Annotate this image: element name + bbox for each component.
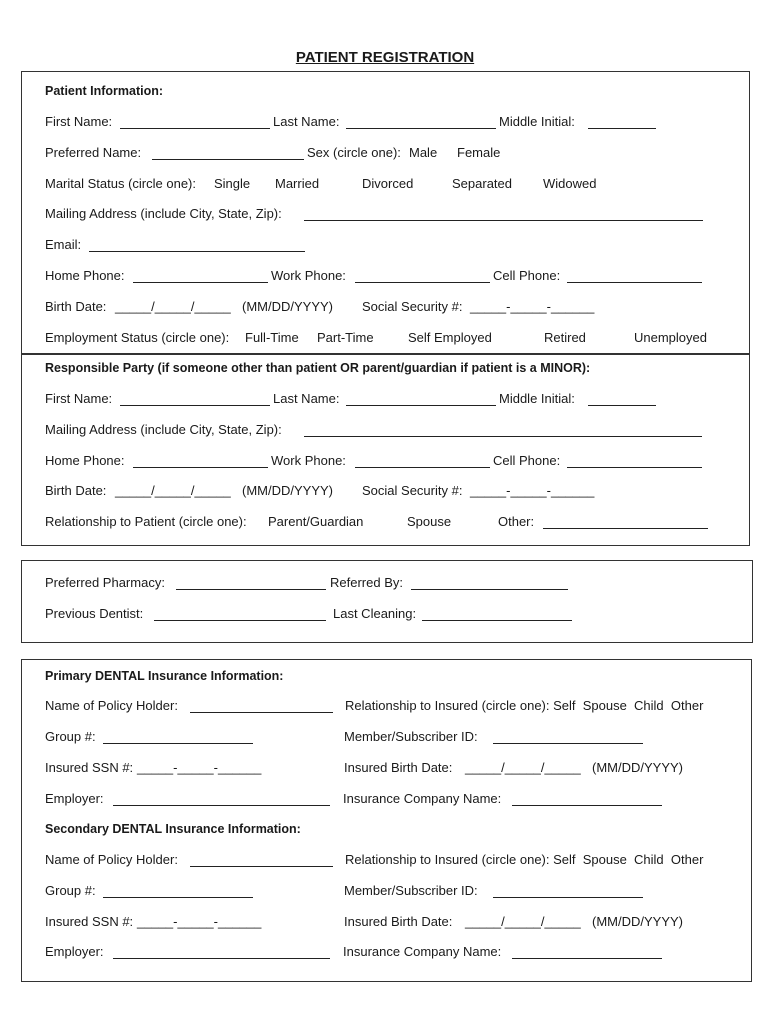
home-phone-label: Home Phone: [45, 268, 125, 283]
rp-relationship-other-field[interactable] [543, 516, 708, 529]
rp-middle-initial-field[interactable] [588, 393, 656, 406]
secondary-employer-field[interactable] [113, 946, 330, 959]
marital-option-widowed[interactable]: Widowed [543, 176, 597, 191]
work-phone-field[interactable] [355, 270, 490, 283]
previous-dentist-label: Previous Dentist: [45, 606, 144, 621]
primary-birth-format: (MM/DD/YYYY) [592, 760, 683, 775]
primary-company-label: Insurance Company Name: [343, 791, 502, 806]
email-field[interactable] [89, 239, 305, 252]
patient-info-heading: Patient Information: [45, 84, 164, 98]
primary-birth-field[interactable]: _____/_____/_____ [465, 760, 581, 775]
employment-option-retired[interactable]: Retired [544, 330, 586, 345]
secondary-relationship[interactable]: Relationship to Insured (circle one): Self Spouse Child Other [345, 852, 704, 867]
rp-ssn-label: Social Security #: [362, 483, 463, 498]
pharmacy-field[interactable] [176, 577, 326, 590]
employment-option-unemployed[interactable]: Unemployed [634, 330, 707, 345]
secondary-policy-holder-field[interactable] [190, 854, 333, 867]
employment-option-parttime[interactable]: Part-Time [317, 330, 374, 345]
marital-label: Marital Status (circle one): [45, 176, 196, 191]
secondary-group-field[interactable] [103, 885, 253, 898]
middle-initial-label: Middle Initial: [499, 114, 575, 129]
primary-insurance-heading: Primary DENTAL Insurance Information: [45, 669, 284, 683]
primary-group-field[interactable] [103, 731, 253, 744]
rp-birth-date-label: Birth Date: [45, 483, 107, 498]
primary-birth-label: Insured Birth Date: [344, 760, 453, 775]
rp-home-phone-label: Home Phone: [45, 453, 125, 468]
rp-relationship-other[interactable]: Other: [498, 514, 535, 529]
rp-middle-initial-label: Middle Initial: [499, 391, 575, 406]
sex-option-male[interactable]: Male [409, 145, 438, 160]
email-label: Email: [45, 237, 82, 252]
last-name-label: Last Name: [273, 114, 340, 129]
rp-home-phone-field[interactable] [133, 455, 268, 468]
employment-option-fulltime[interactable]: Full-Time [245, 330, 299, 345]
birth-date-field[interactable]: _____/_____/_____ [115, 299, 231, 314]
primary-company-field[interactable] [512, 793, 662, 806]
cell-phone-label: Cell Phone: [493, 268, 561, 283]
secondary-birth-format: (MM/DD/YYYY) [592, 914, 683, 929]
responsible-party-heading: Responsible Party (if someone other than patient OR parent/guardian if patient is a MINOR): [45, 361, 591, 375]
marital-option-married[interactable]: Married [275, 176, 320, 191]
ssn-label: Social Security #: [362, 299, 463, 314]
secondary-insurance-heading: Secondary DENTAL Insurance Information: [45, 822, 301, 836]
previous-dentist-field[interactable] [154, 608, 326, 621]
rp-birth-date-format: (MM/DD/YYYY) [242, 483, 333, 498]
rp-mailing-address-field[interactable] [304, 424, 702, 437]
secondary-birth-label: Insured Birth Date: [344, 914, 453, 929]
cell-phone-field[interactable] [567, 270, 702, 283]
preferred-name-field[interactable] [152, 147, 304, 160]
primary-employer-label: Employer: [45, 791, 104, 806]
primary-member-id-label: Member/Subscriber ID: [344, 729, 478, 744]
marital-option-single[interactable]: Single [214, 176, 251, 191]
primary-ssn-label: Insured SSN #: [45, 760, 134, 775]
secondary-policy-holder-label: Name of Policy Holder: [45, 852, 178, 867]
rp-first-name-field[interactable] [120, 393, 270, 406]
page-title: PATIENT REGISTRATION [295, 49, 475, 66]
primary-employer-field[interactable] [113, 793, 330, 806]
referred-by-label: Referred By: [330, 575, 403, 590]
sex-label: Sex (circle one): [307, 145, 401, 160]
last-name-field[interactable] [346, 116, 496, 129]
secondary-company-label: Insurance Company Name: [343, 944, 502, 959]
secondary-member-id-label: Member/Subscriber ID: [344, 883, 478, 898]
employment-option-selfemployed[interactable]: Self Employed [408, 330, 492, 345]
rp-birth-date-field[interactable]: _____/_____/_____ [115, 483, 231, 498]
rp-last-name-field[interactable] [346, 393, 496, 406]
primary-policy-holder-field[interactable] [190, 700, 333, 713]
birth-date-label: Birth Date: [45, 299, 107, 314]
rp-first-name-label: First Name: [45, 391, 113, 406]
mailing-address-field[interactable] [304, 208, 703, 221]
preferred-name-label: Preferred Name: [45, 145, 142, 160]
home-phone-field[interactable] [133, 270, 268, 283]
ssn-field[interactable]: _____-_____-______ [470, 299, 595, 314]
rp-ssn-field[interactable]: _____-_____-______ [470, 483, 595, 498]
rp-relationship-spouse[interactable]: Spouse [407, 514, 452, 529]
rp-cell-phone-field[interactable] [567, 455, 702, 468]
marital-option-separated[interactable]: Separated [452, 176, 512, 191]
primary-group-label: Group #: [45, 729, 96, 744]
mailing-address-label: Mailing Address (include City, State, Zip): [45, 206, 282, 221]
first-name-label: First Name: [45, 114, 113, 129]
primary-policy-holder-label: Name of Policy Holder: [45, 698, 178, 713]
secondary-company-field[interactable] [512, 946, 662, 959]
primary-ssn-field[interactable]: _____-_____-______ [137, 760, 262, 775]
pharmacy-dentist-section [21, 560, 753, 643]
birth-date-format: (MM/DD/YYYY) [242, 299, 333, 314]
secondary-ssn-field[interactable]: _____-_____-______ [137, 914, 262, 929]
secondary-member-id-field[interactable] [493, 885, 643, 898]
rp-work-phone-label: Work Phone: [271, 453, 346, 468]
marital-option-divorced[interactable]: Divorced [362, 176, 414, 191]
rp-last-name-label: Last Name: [273, 391, 340, 406]
secondary-employer-label: Employer: [45, 944, 104, 959]
last-cleaning-field[interactable] [422, 608, 572, 621]
work-phone-label: Work Phone: [271, 268, 346, 283]
primary-relationship[interactable]: Relationship to Insured (circle one): Self Spouse Child Other [345, 698, 704, 713]
rp-cell-phone-label: Cell Phone: [493, 453, 561, 468]
rp-work-phone-field[interactable] [355, 455, 490, 468]
middle-initial-field[interactable] [588, 116, 656, 129]
first-name-field[interactable] [120, 116, 270, 129]
employment-label: Employment Status (circle one): [45, 330, 230, 345]
pharmacy-label: Preferred Pharmacy: [45, 575, 165, 590]
secondary-birth-field[interactable]: _____/_____/_____ [465, 914, 581, 929]
referred-by-field[interactable] [411, 577, 568, 590]
secondary-ssn-label: Insured SSN #: [45, 914, 134, 929]
last-cleaning-label: Last Cleaning: [333, 606, 417, 621]
rp-relationship-label: Relationship to Patient (circle one): [45, 514, 247, 529]
rp-mailing-address-label: Mailing Address (include City, State, Zip): [45, 422, 282, 437]
rp-relationship-parent[interactable]: Parent/Guardian [268, 514, 364, 529]
sex-option-female[interactable]: Female [457, 145, 501, 160]
secondary-group-label: Group #: [45, 883, 96, 898]
primary-member-id-field[interactable] [493, 731, 643, 744]
